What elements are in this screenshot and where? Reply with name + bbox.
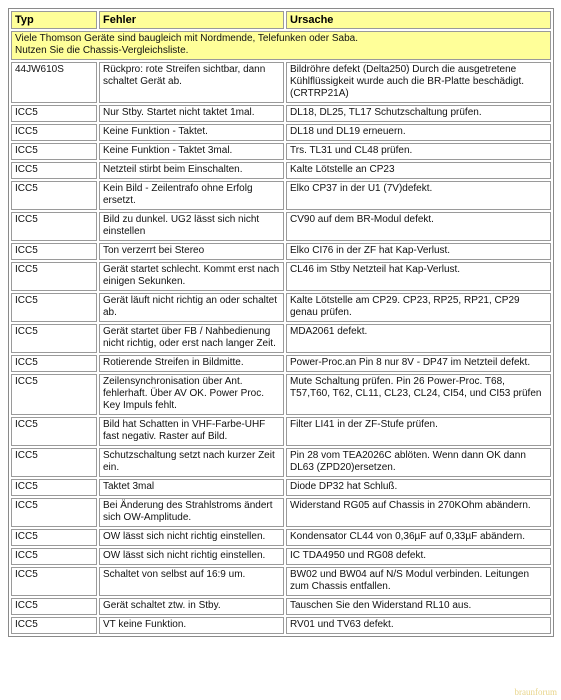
watermark: braunforum xyxy=(514,687,557,697)
table-row xyxy=(11,212,551,241)
cell-fehler: Zeilensynchronisation über Ant. fehlerhaft. Über AV OK. Power Proc. Key Impuls fehlt. xyxy=(99,374,284,415)
cell-typ: ICC5 xyxy=(11,598,97,615)
cell-fehler: Bei Änderung des Strahlstroms ändert sich OW-Amplitude. xyxy=(99,498,284,527)
cell-ursache: CV90 auf dem BR-Modul defekt. xyxy=(286,212,551,241)
cell-typ: ICC5 xyxy=(11,617,97,634)
table-row xyxy=(11,293,551,322)
table-row xyxy=(11,143,551,160)
table-row xyxy=(11,479,551,496)
header-fehler: Fehler xyxy=(99,11,284,29)
table-row xyxy=(11,448,551,477)
note-cell xyxy=(11,31,551,60)
table-row xyxy=(11,567,551,596)
table-row xyxy=(11,181,551,210)
cell-typ: ICC5 xyxy=(11,143,97,160)
cell-ursache: Trs. TL31 und CL48 prüfen. xyxy=(286,143,551,160)
table-row xyxy=(11,324,551,353)
cell-typ: ICC5 xyxy=(11,262,97,291)
cell-typ: ICC5 xyxy=(11,162,97,179)
cell-ursache: Kondensator CL44 von 0,36µF auf 0,33µF abändern. xyxy=(286,529,551,546)
cell-ursache: Mute Schaltung prüfen. Pin 26 Power-Proc. T68, T57,T60, T62, CL11, CL23, CL24, CI54, und CI53 prüfen xyxy=(286,374,551,415)
cell-typ: ICC5 xyxy=(11,124,97,141)
cell-typ: ICC5 xyxy=(11,293,97,322)
cell-ursache: CL46 im Stby Netzteil hat Kap-Verlust. xyxy=(286,262,551,291)
cell-typ: ICC5 xyxy=(11,479,97,496)
table-row xyxy=(11,262,551,291)
cell-fehler: VT keine Funktion. xyxy=(99,617,284,634)
table-row xyxy=(11,598,551,615)
table-row xyxy=(11,548,551,565)
cell-fehler: Keine Funktion - Taktet. xyxy=(99,124,284,141)
cell-fehler: Schutzschaltung setzt nach kurzer Zeit ein. xyxy=(99,448,284,477)
cell-fehler: Keine Funktion - Taktet 3mal. xyxy=(99,143,284,160)
table-row xyxy=(11,62,551,103)
cell-typ: ICC5 xyxy=(11,529,97,546)
cell-fehler: Gerät schaltet ztw. in Stby. xyxy=(99,598,284,615)
table-row xyxy=(11,617,551,634)
cell-typ: ICC5 xyxy=(11,105,97,122)
cell-typ: ICC5 xyxy=(11,567,97,596)
table-row xyxy=(11,124,551,141)
note-row xyxy=(11,31,551,60)
table-row xyxy=(11,529,551,546)
cell-ursache: Kalte Lötstelle an CP23 xyxy=(286,162,551,179)
cell-ursache: Power-Proc.an Pin 8 nur 8V - DP47 im Netzteil defekt. xyxy=(286,355,551,372)
cell-ursache: Diode DP32 hat Schluß. xyxy=(286,479,551,496)
table-row xyxy=(11,498,551,527)
cell-fehler: Ton verzerrt bei Stereo xyxy=(99,243,284,260)
cell-typ: ICC5 xyxy=(11,498,97,527)
table-row xyxy=(11,162,551,179)
cell-ursache: Pin 28 vom TEA2026C ablöten. Wenn dann OK dann DL63 (ZPD20)ersetzen. xyxy=(286,448,551,477)
cell-ursache: Widerstand RG05 auf Chassis in 270KOhm abändern. xyxy=(286,498,551,527)
table-row xyxy=(11,417,551,446)
cell-ursache: Bildröhre defekt (Delta250) Durch die ausgetretene Kühlflüssigkeit wurde auch die BR-Platte beschädigt. (CRTRP21A) xyxy=(286,62,551,103)
table-row xyxy=(11,374,551,415)
fault-table xyxy=(8,8,554,637)
cell-fehler: OW lässt sich nicht richtig einstellen. xyxy=(99,529,284,546)
note-line-2: Nutzen Sie die Chassis-Vergleichsliste. xyxy=(15,45,189,56)
cell-fehler: Rotierende Streifen in Bildmitte. xyxy=(99,355,284,372)
cell-fehler: Taktet 3mal xyxy=(99,479,284,496)
note-line-1: Viele Thomson Geräte sind baugleich mit Nordmende, Telefunken oder Saba. xyxy=(15,33,358,44)
cell-typ: ICC5 xyxy=(11,448,97,477)
cell-ursache: IC TDA4950 und RG08 defekt. xyxy=(286,548,551,565)
cell-ursache: BW02 und BW04 auf N/S Modul verbinden. Leitungen zum Chassis entfallen. xyxy=(286,567,551,596)
cell-typ: ICC5 xyxy=(11,181,97,210)
cell-typ: ICC5 xyxy=(11,243,97,260)
cell-fehler: Gerät startet über FB / Nahbedienung nicht richtig, oder erst nach langer Zeit. xyxy=(99,324,284,353)
table-row xyxy=(11,105,551,122)
cell-fehler: OW lässt sich nicht richtig einstellen. xyxy=(99,548,284,565)
table-row xyxy=(11,355,551,372)
cell-fehler: Bild hat Schatten in VHF-Farbe-UHF fast negativ. Raster auf Bild. xyxy=(99,417,284,446)
cell-fehler: Rückpro: rote Streifen sichtbar, dann schaltet Gerät ab. xyxy=(99,62,284,103)
cell-typ: ICC5 xyxy=(11,417,97,446)
cell-typ: 44JW610S xyxy=(11,62,97,103)
header-typ: Typ xyxy=(11,11,97,29)
cell-ursache: MDA2061 defekt. xyxy=(286,324,551,353)
header-row xyxy=(11,11,551,29)
cell-fehler: Kein Bild - Zeilentrafo ohne Erfolg ersetzt. xyxy=(99,181,284,210)
cell-typ: ICC5 xyxy=(11,355,97,372)
cell-fehler: Nur Stby. Startet nicht taktet 1mal. xyxy=(99,105,284,122)
cell-ursache: Elko CI76 in der ZF hat Kap-Verlust. xyxy=(286,243,551,260)
cell-fehler: Gerät läuft nicht richtig an oder schaltet ab. xyxy=(99,293,284,322)
cell-ursache: Elko CP37 in der U1 (7V)defekt. xyxy=(286,181,551,210)
table-row xyxy=(11,243,551,260)
cell-typ: ICC5 xyxy=(11,212,97,241)
cell-ursache: Filter LI41 in der ZF-Stufe prüfen. xyxy=(286,417,551,446)
cell-fehler: Gerät startet schlecht. Kommt erst nach einigen Sekunken. xyxy=(99,262,284,291)
cell-typ: ICC5 xyxy=(11,548,97,565)
cell-typ: ICC5 xyxy=(11,324,97,353)
header-ursache: Ursache xyxy=(286,11,551,29)
cell-typ: ICC5 xyxy=(11,374,97,415)
cell-ursache: DL18, DL25, TL17 Schutzschaltung prüfen. xyxy=(286,105,551,122)
cell-ursache: Kalte Lötstelle am CP29. CP23, RP25, RP21, CP29 genau prüfen. xyxy=(286,293,551,322)
cell-fehler: Bild zu dunkel. UG2 lässt sich nicht einstellen xyxy=(99,212,284,241)
cell-ursache: Tauschen Sie den Widerstand RL10 aus. xyxy=(286,598,551,615)
cell-ursache: DL18 und DL19 erneuern. xyxy=(286,124,551,141)
cell-fehler: Netzteil stirbt beim Einschalten. xyxy=(99,162,284,179)
cell-fehler: Schaltet von selbst auf 16:9 um. xyxy=(99,567,284,596)
cell-ursache: RV01 und TV63 defekt. xyxy=(286,617,551,634)
